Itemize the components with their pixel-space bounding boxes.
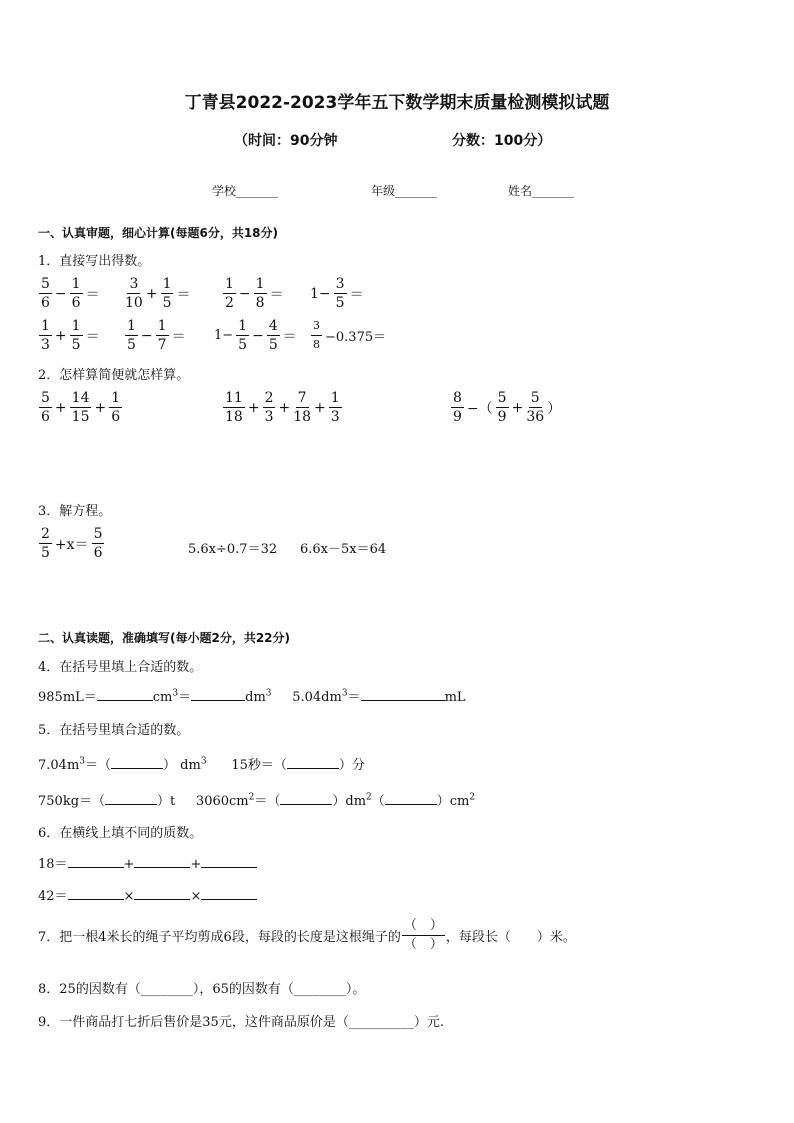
q1-item-3: $\frac{1}{2}$ − $\frac{1}{8}$ ＝ bbox=[225, 276, 284, 311]
question-6: 6．在横线上填不同的质数。 bbox=[38, 826, 203, 841]
name-field: 姓名_______ bbox=[508, 184, 575, 198]
q5-line-1: $7.04m^3=$（ ） $dm^3$ 15秒＝（ ）分 bbox=[38, 756, 365, 773]
answer-blank[interactable] bbox=[68, 887, 124, 900]
fraction: $\frac{5}{9}$ bbox=[497, 390, 507, 425]
answer-blank[interactable] bbox=[191, 688, 245, 701]
answer-blank[interactable] bbox=[97, 688, 153, 701]
q1-item-2: $\frac{3}{10}$ + $\frac{1}{5}$ ＝ bbox=[125, 276, 191, 311]
fraction: $\frac{1}{5}$ bbox=[127, 318, 136, 353]
question-9: 9．一件商品打七折后售价是35元，这件商品原价是（__________）元. bbox=[38, 1015, 444, 1030]
q1-item-8: $\frac{3}{8}$ −0.375＝ bbox=[310, 317, 388, 354]
fraction: $\frac{1}{5}$ bbox=[162, 276, 172, 311]
fraction: $\frac{5}{6}$ bbox=[41, 276, 50, 311]
answer-blank[interactable] bbox=[105, 792, 157, 805]
q1-item-5: $\frac{1}{3}$ + $\frac{1}{5}$ ＝ bbox=[41, 318, 100, 353]
q2-item-3: $\frac{8}{9}$ −（ $\frac{5}{9}$ + $\frac{5}{36}$ ） bbox=[453, 390, 562, 425]
q3-item-2: 5.6x÷0.7＝32 bbox=[188, 542, 278, 557]
section-1-title: 一、认真审题，细心计算(每题6分，共18分) bbox=[38, 226, 279, 240]
answer-blank[interactable] bbox=[385, 792, 437, 805]
question-3: 3．解方程。 bbox=[38, 504, 112, 519]
fraction: $\frac{1}{6}$ bbox=[71, 276, 81, 311]
q1-item-6: $\frac{1}{5}$ − $\frac{1}{7}$ ＝ bbox=[127, 318, 186, 353]
question-5: 5．在括号里填合适的数。 bbox=[38, 723, 190, 738]
fraction: $\frac{7}{18}$ bbox=[293, 390, 312, 425]
page-title: 丁青县2022-2023学年五下数学期末质量检测模拟试题 bbox=[184, 93, 610, 113]
q1-item-7: 1− $\frac{1}{5}$ − $\frac{4}{5}$ ＝ bbox=[214, 318, 297, 353]
q2-item-2: $\frac{11}{18}$ + $\frac{2}{3}$ + $\frac{7}{18}$ + $\frac{1}{3}$ bbox=[225, 390, 340, 425]
fraction: $\frac{1}{3}$ bbox=[330, 390, 340, 425]
fraction: $\frac{3}{8}$ bbox=[313, 319, 320, 351]
answer-blank[interactable] bbox=[68, 855, 124, 868]
fraction: $\frac{1}{8}$ bbox=[255, 276, 265, 311]
fraction: $\frac{5}{6}$ bbox=[41, 390, 50, 425]
fraction: $\frac{2}{5}$ bbox=[41, 526, 50, 561]
exam-time: （时间：90分钟 bbox=[234, 133, 338, 149]
question-1: 1．直接写出得数。 bbox=[38, 254, 151, 269]
answer-blank[interactable] bbox=[201, 887, 257, 900]
answer-blank[interactable] bbox=[111, 756, 163, 769]
fraction: $\frac{14}{15}$ bbox=[71, 390, 90, 425]
answer-blank[interactable] bbox=[287, 756, 339, 769]
q1-item-4: 1− $\frac{3}{5}$ ＝ bbox=[310, 276, 364, 311]
fraction-blank[interactable]: $\frac{( )}{( )}$ bbox=[403, 918, 443, 952]
q3-item-3: 6.6x－5x＝64 bbox=[300, 542, 387, 557]
answer-blank[interactable] bbox=[134, 887, 190, 900]
fraction: $\frac{1}{5}$ bbox=[71, 318, 81, 353]
section-2-title: 二、认真读题，准确填写(每小题2分，共22分) bbox=[38, 631, 291, 645]
answer-blank[interactable] bbox=[280, 792, 332, 805]
fraction: $\frac{2}{3}$ bbox=[264, 390, 274, 425]
fraction: $\frac{1}{2}$ bbox=[225, 276, 234, 311]
fraction: $\frac{5}{36}$ bbox=[526, 390, 545, 425]
q4-line: $985mL= cm^3= dm^3$ $5.04dm^3=$ mL bbox=[38, 688, 466, 705]
fraction: $\frac{4}{5}$ bbox=[268, 318, 278, 353]
q6-line-2: 42＝ × × bbox=[38, 885, 257, 904]
q3-item-1: $\frac{2}{5}$ +x＝ $\frac{5}{6}$ bbox=[41, 526, 103, 561]
fraction: $\frac{1}{5}$ bbox=[238, 318, 248, 353]
question-8: 8．25的因数有（________），65的因数有（________）。 bbox=[38, 982, 366, 997]
fraction: $\frac{1}{3}$ bbox=[41, 318, 50, 353]
fraction: $\frac{3}{10}$ bbox=[125, 276, 143, 311]
question-4: 4．在括号里填上合适的数。 bbox=[38, 660, 203, 675]
exam-score: 分数：100分） bbox=[452, 133, 552, 149]
q6-line-1: 18＝ + + bbox=[38, 853, 257, 872]
answer-blank[interactable] bbox=[134, 855, 190, 868]
fraction: $\frac{5}{6}$ bbox=[93, 526, 103, 561]
answer-blank[interactable] bbox=[201, 855, 257, 868]
answer-blank[interactable] bbox=[361, 688, 445, 701]
q5-line-2: 750kg＝（ ）t $3060cm^2=$（ ）$dm^2$（ ）$cm^2$ bbox=[38, 792, 476, 809]
fraction: $\frac{1}{7}$ bbox=[157, 318, 167, 353]
fraction: $\frac{3}{5}$ bbox=[335, 276, 345, 311]
fraction: $\frac{1}{6}$ bbox=[111, 390, 121, 425]
question-7: 7．把一根4米长的绳子平均剪成6段，每段的长度是这根绳子的 $\frac{( )}{( )}$ ，每段长（ ）米。 bbox=[38, 918, 576, 952]
question-2: 2．怎样算简便就怎样算。 bbox=[38, 368, 190, 383]
fraction: $\frac{8}{9}$ bbox=[453, 390, 462, 425]
fraction: $\frac{11}{18}$ bbox=[225, 390, 243, 425]
grade-field: 年级_______ bbox=[371, 184, 438, 198]
school-field: 学校_______ bbox=[212, 184, 279, 198]
q1-item-1: $\frac{5}{6}$ − $\frac{1}{6}$ ＝ bbox=[41, 276, 100, 311]
q2-item-1: $\frac{5}{6}$ + $\frac{14}{15}$ + $\frac{1}{6}$ bbox=[41, 390, 121, 425]
